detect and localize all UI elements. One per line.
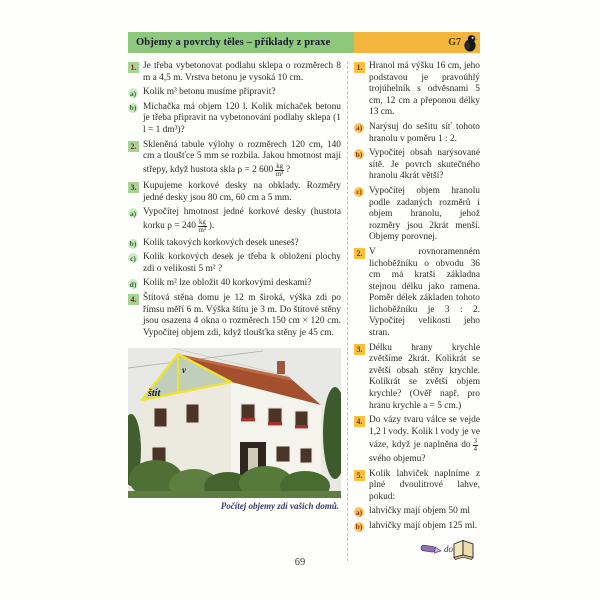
text-segment: Vypočítej hmotnost jedné korkové desky (hustota korku ρ = 240	[143, 207, 341, 232]
chimney	[277, 361, 285, 374]
problem-number-badge: 5.	[354, 470, 365, 481]
window	[300, 448, 312, 463]
problem-left-3b	[128, 238, 341, 250]
chapter-header	[128, 32, 480, 53]
problem-number-badge: 1.	[128, 62, 139, 73]
subitem-letter-badge: c)	[354, 187, 364, 197]
problem-text: Kolik lahviček naplníme z plné dvoulitrové lahve, pokud:	[369, 468, 480, 502]
problem-number-badge: 3.	[128, 182, 139, 193]
right-column	[347, 61, 480, 561]
text-segment: ?	[285, 164, 291, 175]
problem-text: Délku hrany krychle zvětšíme 2krát. Kolikrát se zvětší obsah stěny krychle. Kolikrát se zvětší objem krychle? (Ověř např. pro hranu krychle a = 5 cm.)	[369, 342, 480, 411]
photo-caption: Počítej objemy zdí vašich domů.	[220, 501, 339, 512]
note-do-label: do	[444, 544, 453, 555]
subitem-letter-badge: a)	[355, 123, 363, 133]
problem-text: Štítová stěna domu je 12 m široká, výška zdi po římsu měří 6 m. Výška štítu je 3 m. Do štítové stěny jsou osazena 4 okna o rozměrech 150 cm × 120 cm. Vypočítej objem zdi, když tloušťka stěny je 45 cm.	[143, 292, 341, 338]
two-column-layout	[128, 61, 480, 561]
problem-text: Hranol má výšku 16 cm, jeho podstavou je pravoúhlý trojúhelník s odvěsnami 5 cm, 12 cm a přeponou délky 13 cm.	[369, 61, 480, 118]
chapter-title-bar	[128, 32, 354, 53]
house-illustration	[128, 348, 341, 498]
flower-box	[295, 425, 308, 428]
subitem-letter-badge: b)	[355, 149, 363, 159]
fraction-denominator: m³	[275, 170, 284, 178]
subitem-text: lahvičky mají objem 50 ml	[369, 506, 471, 517]
problem-left-2	[128, 140, 341, 179]
problem-number-badge: 4.	[354, 416, 365, 427]
subitem-text: Kolik m³ betonu musíme připravit?	[143, 87, 276, 98]
problem-left-1a	[128, 87, 341, 99]
problem-text	[143, 140, 341, 179]
subitem-text	[143, 207, 341, 234]
fraction	[275, 163, 284, 179]
house-photo	[128, 348, 341, 498]
subitem-text: lahvičky mají objem 125 ml.	[369, 520, 478, 531]
subitem-text: Vypočítej obsah narýsované sítě. Je povrch skutečného hranolu 4krát větší?	[369, 148, 480, 182]
problem-left-4	[128, 293, 341, 339]
problem-right-5b	[354, 521, 480, 533]
subitem-letter-badge: c)	[128, 253, 138, 263]
subitem-letter-badge: b)	[355, 522, 363, 532]
problem-left-1	[128, 61, 341, 84]
subitem-text: Narýsuj do sešitu síť tohoto hranolu v poměru 1 : 2.	[369, 121, 480, 144]
fraction-numerator: kg	[198, 219, 206, 227]
subitem-text: Kolik takových korkových desek uneseš?	[143, 237, 299, 248]
subitem-text: Kolik korkových desek je třeba k obložení plochy zdi o velikosti 5 m² ?	[143, 252, 341, 274]
problem-text: Kupujeme korkové desky na obklady. Rozměry jedné desky jsou 80 cm, 60 cm a 5 mm.	[143, 181, 341, 203]
page-content	[128, 32, 480, 561]
problem-right-1a	[354, 122, 480, 145]
window	[154, 408, 167, 427]
window	[276, 446, 290, 462]
problem-right-1	[354, 61, 480, 119]
text-segment: Skleněná tabule výlohy o rozměrech 120 cm, 140 cm a tloušťce 5 mm se rozbila. Jakou hmotnost mají střepy, když hustota skla ρ = 2 600	[143, 139, 341, 175]
problem-number-badge: 1.	[354, 62, 365, 73]
problem-text: Je třeba vybetonovat podlahu sklepa o rozměrech 8 m a 4,5 m. Vrstva betonu je vysoká 10 cm.	[143, 61, 341, 83]
window	[186, 404, 199, 423]
subitem-text: Míchačka má objem 120 l. Kolik míchaček betonu je třeba připravit na vybetonování podlahy sklepa (1 l = 1 dm³)?	[143, 101, 341, 135]
problem-left-1b	[128, 102, 341, 137]
fraction-denominator: m³	[198, 227, 206, 235]
problem-right-5	[354, 469, 480, 504]
subitem-letter-badge: d)	[129, 279, 137, 289]
problem-number-badge: 4.	[128, 294, 139, 305]
height-label: v	[182, 365, 186, 376]
left-column	[128, 61, 347, 561]
problem-text	[369, 415, 480, 465]
gable-label: štít	[148, 388, 161, 400]
text-segment: ).	[208, 221, 215, 232]
section-code: G7	[448, 37, 461, 48]
subitem-text: Vypočítej objem hranolu podle zadaných rozměrů i objem hranolu, jehož rozměry jsou 2krát menší. Objemy porovnej.	[369, 185, 480, 243]
section-badge-bar	[354, 32, 480, 53]
problem-left-3d	[128, 278, 341, 290]
flower-box	[268, 422, 282, 425]
bird-mascot-icon	[463, 34, 478, 52]
problem-right-2	[354, 247, 480, 340]
problem-number-badge: 2.	[128, 141, 139, 152]
grass	[128, 491, 341, 498]
problem-left-3a	[128, 207, 341, 234]
fraction-denominator: 4	[473, 446, 477, 454]
problem-right-1c	[354, 186, 480, 244]
fraction	[198, 219, 207, 235]
subitem-text: Kolik m² lze obložit 40 korkovými deskami?	[143, 278, 312, 289]
subitem-letter-badge: a)	[129, 208, 137, 218]
problem-right-4	[354, 415, 480, 465]
text-segment: Do vázy tvaru válce se vejde 1,2 l vody. Kolik l vody je ve váze, když je naplněna do	[369, 415, 480, 451]
fraction-numerator: kg	[276, 162, 283, 170]
fraction-numerator: 3	[473, 438, 477, 446]
subitem-letter-badge: a)	[355, 507, 363, 517]
problem-right-3	[354, 343, 480, 413]
problem-left-3c	[128, 252, 341, 275]
problem-right-5a	[354, 506, 480, 518]
page-number: 69	[294, 557, 306, 568]
problem-number-badge: 2.	[354, 248, 365, 259]
problem-text: V rovnoramenném lichoběžníku o obvodu 36 cm má kratší základna stejnou délku jako ramena. Poměr délek základen tohoto lichoběžníku je 3 : 2. Vypočítej velikosti jeho stran.	[369, 246, 480, 339]
subitem-letter-badge: b)	[129, 103, 137, 113]
subitem-letter-badge: b)	[129, 239, 137, 249]
fraction	[473, 438, 478, 454]
pencil-icon	[421, 545, 442, 554]
flower-box	[241, 418, 255, 421]
text-segment: svého objemu?	[369, 453, 426, 464]
chapter-title: Objemy a povrchy těles – příklady z praxe	[136, 37, 331, 48]
problem-right-1b	[354, 148, 480, 183]
problem-number-badge: 3.	[354, 344, 365, 355]
problem-left-3	[128, 181, 341, 204]
subitem-letter-badge: a)	[129, 88, 137, 98]
